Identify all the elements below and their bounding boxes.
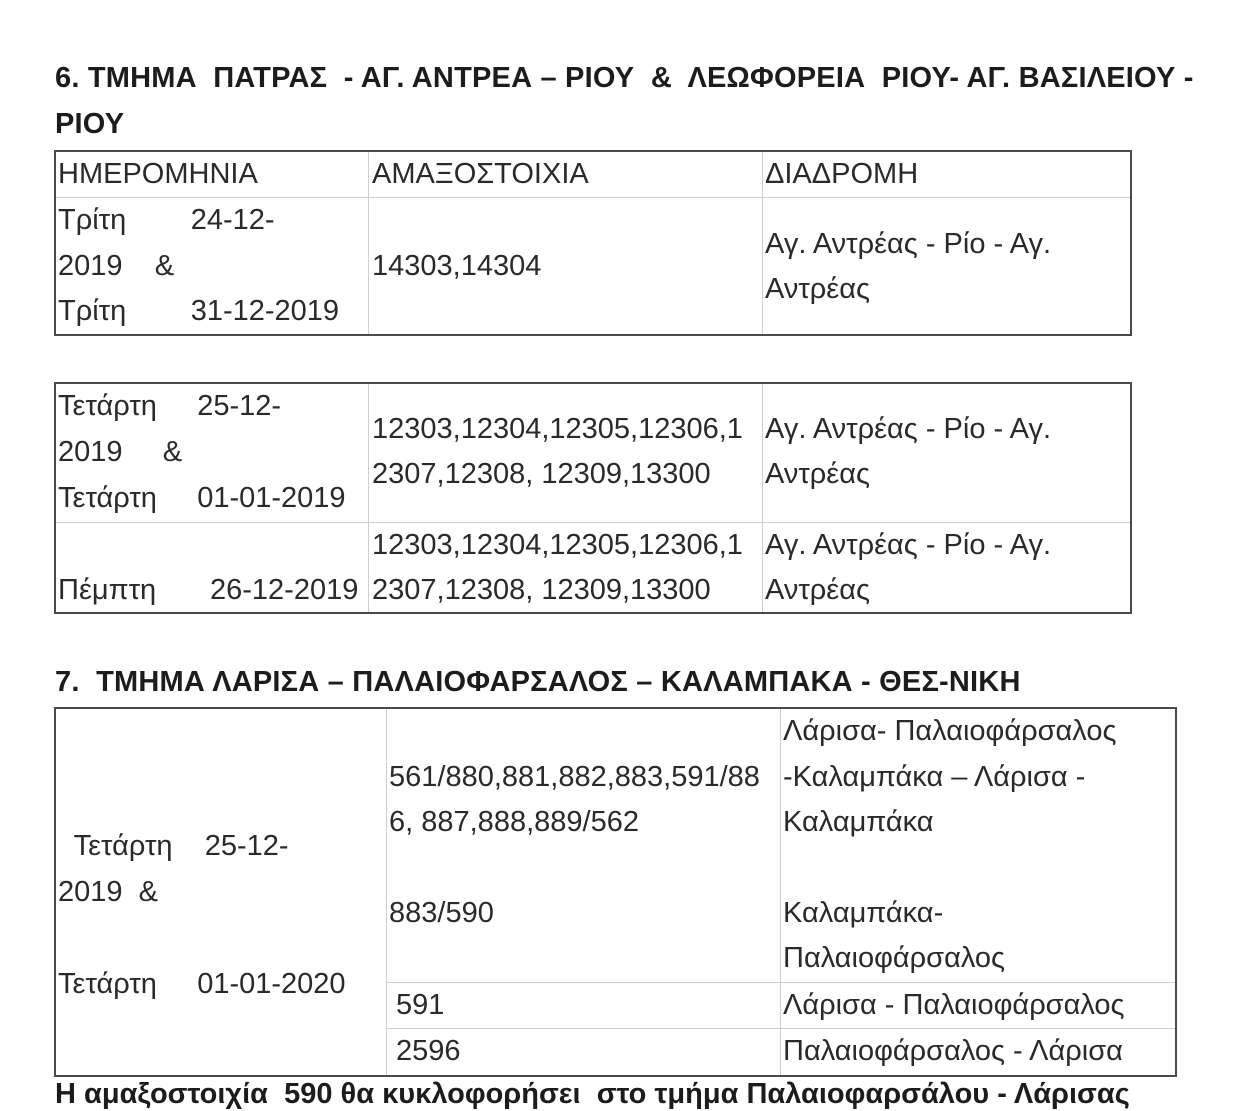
train-cell-line: 6, 887,888,889/562 [389,806,639,838]
route-cell-line: Αγ. Αντρέας - Ρίο - Αγ. [765,413,1052,445]
route-cell-line: Λάρισα- Παλαιοφάρσαλος [783,715,1117,747]
header-route: ΔΙΑΔΡΟΜΗ [765,158,919,190]
date-cell-line: 2019 & [58,436,183,468]
route-cell-line: Αντρέας [765,574,870,606]
train-cell-line: 12303,12304,12305,12306,1 [372,529,743,561]
section-6-heading: 6. ΤΜΗΜΑ ΠΑΤΡΑΣ - ΑΓ. ΑΝΤΡΕΑ – ΡΙΟΥ & ΛΕΩΦΟΡΕΙΑ ΡΙΟΥ- ΑΓ. ΒΑΣΙΛΕΙΟΥ - [55,62,1194,94]
train-cell-line: 883/590 [389,897,494,929]
route-cell-line: -Καλαμπάκα – Λάρισα - [783,761,1086,793]
route-cell-line: Αγ. Αντρέας - Ρίο - Αγ. [765,228,1052,260]
table-1 [54,150,1132,336]
route-cell-line: Καλαμπάκα [783,806,934,838]
date-cell-line: 2019 & [58,250,175,282]
train-cell: 591 [396,989,445,1021]
date-cell-line: Τετάρτη 01-01-2020 [58,968,346,1000]
train-cell-line: 2307,12308, 12309,13300 [372,458,711,490]
route-cell-line: Παλαιοφάρσαλος [783,942,1006,974]
date-cell-line: 2019 & [58,876,158,908]
date-cell-value: 26-12-2019 [210,574,359,606]
train-cell-line: 2307,12308, 12309,13300 [372,574,711,606]
route-cell-line: Καλαμπάκα- [783,897,944,929]
date-cell-day: Πέμπτη [58,574,157,606]
column-divider [762,152,763,334]
route-cell-line: Αγ. Αντρέας - Ρίο - Αγ. [765,529,1052,561]
table-2 [54,382,1132,614]
header-train: ΑΜΑΞΟΣΤΟΙΧΙΑ [372,158,589,190]
column-divider [780,709,781,1075]
train-cell: 2596 [396,1035,461,1067]
date-cell-line: Τρίτη 31-12-2019 [58,295,340,327]
route-cell-line: Αντρέας [765,273,870,305]
header-date: ΗΜΕΡΟΜΗΝΙΑ [58,158,258,190]
train-cell-line: 561/880,881,882,883,591/88 [389,761,760,793]
table-3 [54,707,1177,1077]
footer-note: Η αμαξοστοιχία 590 θα κυκλοφορήσει στο τμήμα Παλαιοφαρσάλου - Λάρισας [55,1078,1130,1110]
column-divider [386,709,387,1075]
date-cell-line: Τετάρτη 25-12- [58,830,289,862]
route-cell-line: Αντρέας [765,458,870,490]
date-cell-line: Τρίτη 24-12- [58,204,275,236]
route-cell: Παλαιοφάρσαλος - Λάρισα [783,1035,1123,1067]
route-cell: Λάρισα - Παλαιοφάρσαλος [783,989,1125,1021]
train-cell: 14303,14304 [372,250,542,282]
date-cell-line: Τετάρτη 01-01-2019 [58,482,346,514]
train-cell-line: 12303,12304,12305,12306,1 [372,413,743,445]
column-divider [368,152,369,334]
column-divider [762,384,763,612]
date-cell-line: Τετάρτη 25-12- [58,390,282,422]
column-divider [368,384,369,612]
section-7-heading: 7. ΤΜΗΜΑ ΛΑΡΙΣΑ – ΠΑΛΑΙΟΦΑΡΣΑΛΟΣ – ΚΑΛΑΜΠΑΚΑ - ΘΕΣ-ΝΙΚΗ [55,666,1021,698]
section-6-heading-continued: ΡΙΟΥ [55,108,125,140]
